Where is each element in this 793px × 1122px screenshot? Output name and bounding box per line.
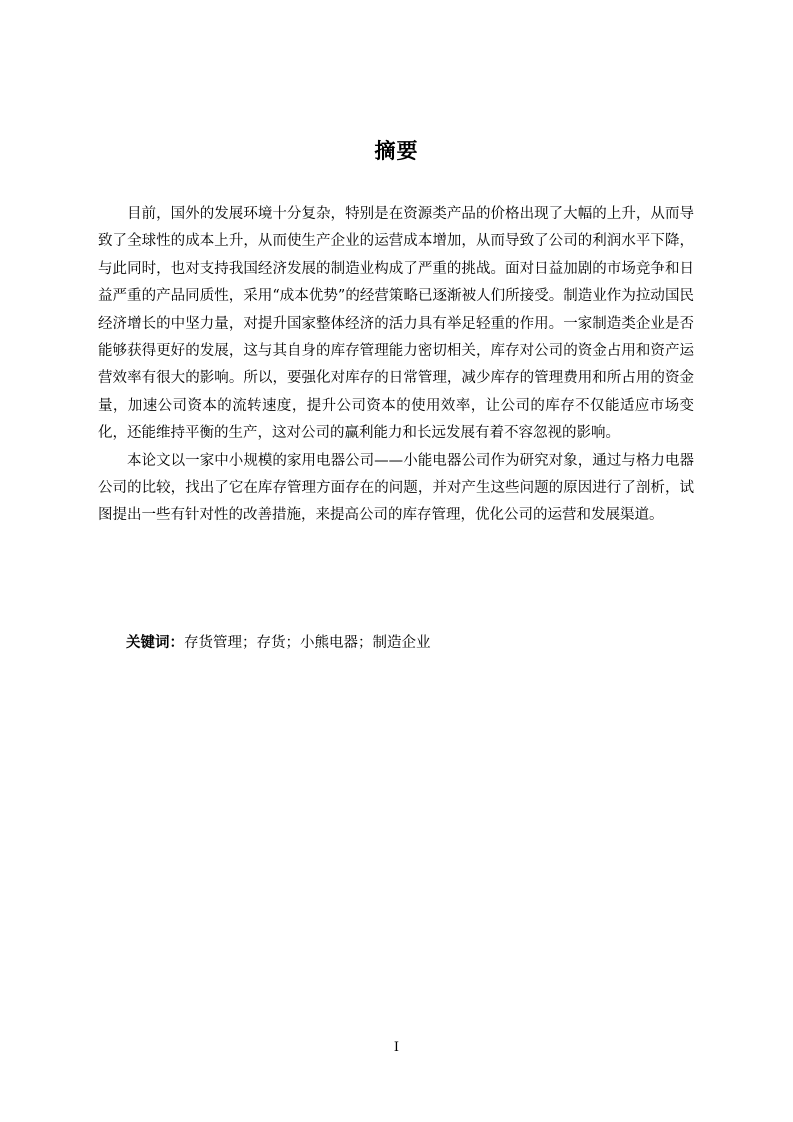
keywords-label: 关键词： [126, 635, 184, 651]
abstract-paragraph-1: 目前，国外的发展环境十分复杂，特别是在资源类产品的价格出现了大幅的上升，从而导致了全球性的成本上升，从而使生产企业的运营成本增加，从而导致了公司的利润水平下降，与此同时，也对支持我国经济发展的制造业构成了严重的挑战。面对日益加剧的市场竞争和日益严重的产品同质性，采用“成本优势”的经营策略已逐渐被人们所接受。制造业作为拉动国民经济增长的中坚力量，对提升国家整体经济的活力具有举足轻重的作用。一家制造类企业是否能够获得更好的发展，这与其自身的库存管理能力密切相关，库存对公司的资金占用和资产运营效率有很大的影响。所以，要强化对库存的日常管理，减少库存的管理费用和所占用的资金量，加速公司资本的流转速度，提升公司资本的使用效率，让公司的库存不仅能适应市场变化，还能维持平衡的生产，这对公司的赢利能力和长远发展有着不容忽视的影响。 [98, 206, 694, 442]
abstract-paragraph-2: 本论文以一家中小规模的家用电器公司——小能电器公司作为研究对象，通过与格力电器公司的比较，找出了它在库存管理方面存在的问题，并对产生这些问题的原因进行了剖析，试图提出一些有针对性的改善措施，来提高公司的库存管理，优化公司的运营和发展渠道。 [98, 452, 694, 524]
abstract-body [98, 201, 694, 530]
abstract-title: 摘要 [374, 139, 419, 163]
page-number: I [393, 1040, 400, 1055]
keywords-line [126, 630, 431, 657]
keywords-text: 存货管理；存货；小熊电器；制造企业 [184, 635, 431, 651]
